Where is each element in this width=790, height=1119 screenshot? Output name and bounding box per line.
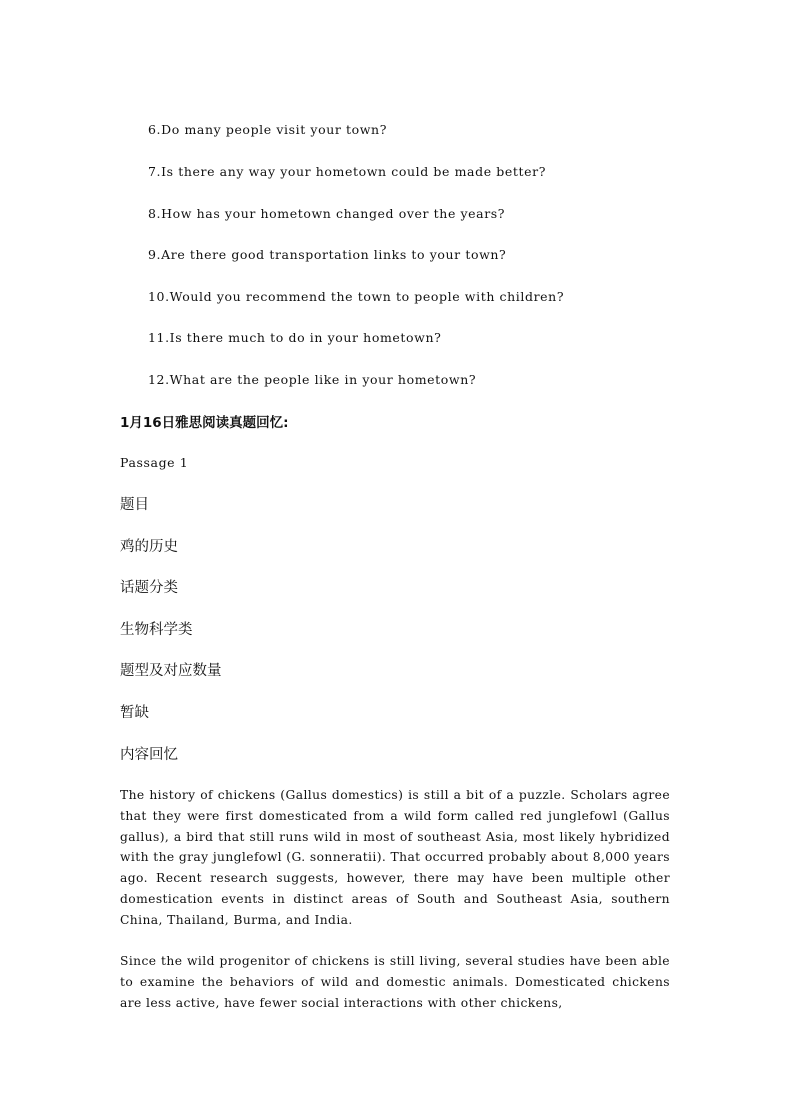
question-10: 10.Would you recommend the town to people with children?: [148, 289, 565, 304]
section-heading: 1月16日雅思阅读真题回忆:: [120, 415, 289, 431]
topic-label: 话题分类: [120, 580, 178, 596]
paragraph-1: The history of chickens (Gallus domestics) is still a bit of a puzzle. Scholars agree that they were first domesticated from a wild form called red junglefowl (Gallus gallus), a bird that still runs wild in most of southeast Asia, most likely hybridized with the gray junglefowl (G. sonneratii). That occurred probably about 8,000 years ago. Recent research suggests, however, there may have been multiple other domestication events in distinct areas of South and Southeast Asia, southern China, Thailand, Burma, and India.: [120, 788, 670, 927]
question-types-label: 题型及对应数量: [120, 663, 222, 679]
question-7: 7.Is there any way your hometown could be made better?: [148, 164, 547, 179]
question-11: 11.Is there much to do in your hometown?: [148, 330, 442, 345]
question-types-value: 暂缺: [120, 705, 149, 721]
topic-value: 生物科学类: [120, 622, 193, 638]
passage-label: Passage 1: [120, 455, 189, 470]
question-8: 8.How has your hometown changed over the years?: [148, 206, 506, 221]
content-label: 内容回忆: [120, 747, 178, 763]
title-label: 题目: [120, 497, 149, 513]
paragraph-2: Since the wild progenitor of chickens is still living, several studies have been able to examine the behaviors of wild and domestic animals. Domesticated chickens are less active, have fewer social interactions with other chickens,: [120, 954, 670, 1010]
question-6: 6.Do many people visit your town?: [148, 122, 387, 137]
title-value: 鸡的历史: [120, 539, 178, 555]
question-12: 12.What are the people like in your hometown?: [148, 372, 477, 387]
question-9: 9.Are there good transportation links to your town?: [148, 247, 507, 262]
